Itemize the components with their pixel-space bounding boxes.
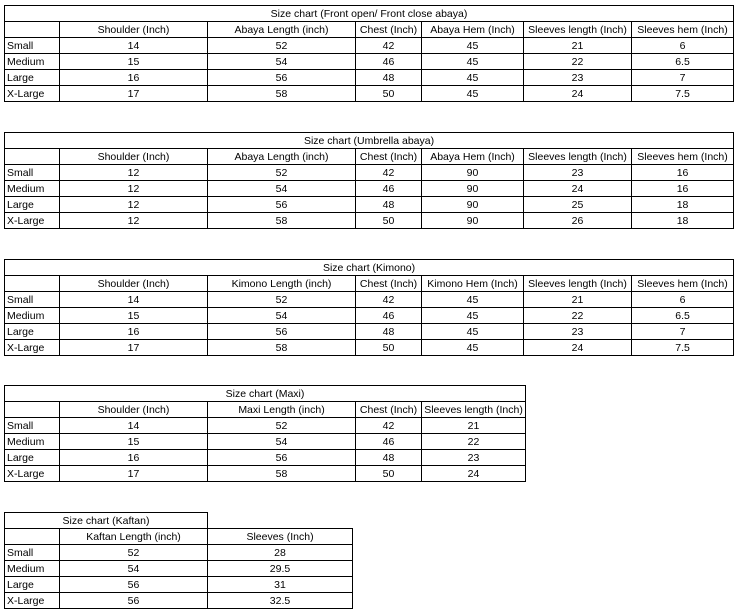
table-cell: 22 [524,308,632,324]
header-cell: Abaya Length (inch) [208,149,356,165]
table-cell: 21 [524,292,632,308]
table-title: Size chart (Kaftan) [5,513,208,529]
size-label: Large [5,450,60,466]
header-cell: Shoulder (Inch) [60,402,208,418]
table-cell: 58 [208,466,356,482]
table-cell: 12 [60,165,208,181]
size-label: X-Large [5,593,60,609]
table-cell: 24 [524,86,632,102]
header-cell: Sleeves (Inch) [208,529,353,545]
table-cell: 15 [60,54,208,70]
table-cell: 22 [422,434,526,450]
size-label: Medium [5,561,60,577]
table-cell: 54 [60,561,208,577]
table-cell: 21 [422,418,526,434]
table-cell: 42 [356,38,422,54]
header-cell [5,22,60,38]
table-cell: 45 [422,308,524,324]
size-label: Medium [5,434,60,450]
header-cell [5,149,60,165]
table-cell: 45 [422,54,524,70]
table-cell: 31 [208,577,353,593]
table-cell: 17 [60,86,208,102]
table-row [5,38,734,54]
header-cell: Kimono Hem (Inch) [422,276,524,292]
size-chart-kimono [4,259,734,356]
header-cell: Kaftan Length (inch) [60,529,208,545]
table-cell: 16 [60,324,208,340]
header-cell: Abaya Hem (Inch) [422,149,524,165]
size-label: X-Large [5,213,60,229]
table-row [5,324,734,340]
table-cell: 90 [422,197,524,213]
header-cell: Sleeves length (Inch) [524,276,632,292]
table-row [5,165,734,181]
table-cell: 15 [60,308,208,324]
table-cell: 48 [356,450,422,466]
table-cell: 16 [632,181,734,197]
size-label: Medium [5,308,60,324]
table-cell: 46 [356,181,422,197]
size-label: Large [5,197,60,213]
table-row [5,70,734,86]
size-label: Medium [5,54,60,70]
size-label: Large [5,70,60,86]
header-cell: Kimono Length (inch) [208,276,356,292]
table-cell: 26 [524,213,632,229]
size-label: Large [5,577,60,593]
table-cell: 23 [422,450,526,466]
table-row [5,466,526,482]
table-cell: 23 [524,165,632,181]
header-cell: Shoulder (Inch) [60,276,208,292]
table-cell: 56 [60,593,208,609]
header-cell: Shoulder (Inch) [60,149,208,165]
table-cell: 56 [208,324,356,340]
header-cell: Sleeves length (Inch) [422,402,526,418]
table-title: Size chart (Maxi) [5,386,526,402]
size-label: X-Large [5,466,60,482]
table-cell: 54 [208,308,356,324]
table-cell: 48 [356,324,422,340]
table-cell: 46 [356,308,422,324]
size-chart-front-open-abaya [4,5,734,102]
table-cell: 6.5 [632,308,734,324]
table-cell: 52 [60,545,208,561]
table-cell: 17 [60,340,208,356]
size-label: Small [5,292,60,308]
table-cell: 7 [632,70,734,86]
header-cell: Abaya Length (inch) [208,22,356,38]
table-cell: 58 [208,86,356,102]
table-cell: 56 [208,197,356,213]
header-cell: Chest (Inch) [356,22,422,38]
table-cell: 54 [208,54,356,70]
table-row [5,450,526,466]
table-cell: 52 [208,165,356,181]
table-cell: 17 [60,466,208,482]
header-cell [5,402,60,418]
table-cell: 50 [356,213,422,229]
table-row [5,181,734,197]
table-title: Size chart (Umbrella abaya) [5,133,734,149]
table-cell: 7 [632,324,734,340]
size-label: Small [5,418,60,434]
table-cell: 45 [422,340,524,356]
table-cell: 16 [60,70,208,86]
table-cell: 16 [60,450,208,466]
header-cell: Sleeves length (Inch) [524,22,632,38]
table-cell: 29.5 [208,561,353,577]
table-cell: 90 [422,213,524,229]
header-row [5,22,734,38]
header-row [5,276,734,292]
table-cell: 50 [356,466,422,482]
table-cell: 58 [208,213,356,229]
table-row [5,197,734,213]
table-cell: 45 [422,292,524,308]
table-cell: 45 [422,324,524,340]
table-cell: 24 [524,340,632,356]
table-cell: 46 [356,54,422,70]
table-cell: 6 [632,292,734,308]
size-label: X-Large [5,86,60,102]
table-row [5,54,734,70]
table-cell: 24 [524,181,632,197]
size-chart-umbrella-abaya [4,132,734,229]
header-row [5,402,526,418]
header-cell: Sleeves length (Inch) [524,149,632,165]
table-cell: 14 [60,418,208,434]
header-cell: Shoulder (Inch) [60,22,208,38]
table-row [5,340,734,356]
table-cell: 56 [60,577,208,593]
size-chart-maxi [4,385,526,482]
table-cell: 46 [356,434,422,450]
header-cell: Chest (Inch) [356,276,422,292]
size-chart-kaftan [4,512,353,609]
table-cell: 14 [60,292,208,308]
table-cell: 42 [356,292,422,308]
table-cell: 7.5 [632,340,734,356]
table-cell: 50 [356,340,422,356]
table-title: Size chart (Kimono) [5,260,734,276]
table-cell: 42 [356,165,422,181]
size-label: Small [5,165,60,181]
table-cell: 54 [208,434,356,450]
table-cell: 45 [422,38,524,54]
table-cell: 18 [632,197,734,213]
table-cell: 23 [524,324,632,340]
header-cell [5,529,60,545]
table-cell: 90 [422,165,524,181]
header-cell: Maxi Length (inch) [208,402,356,418]
table-cell: 45 [422,86,524,102]
table-cell: 14 [60,38,208,54]
size-label: Medium [5,181,60,197]
table-cell: 6.5 [632,54,734,70]
table-cell: 52 [208,292,356,308]
table-row [5,434,526,450]
table-title: Size chart (Front open/ Front close abaya) [5,6,734,22]
size-label: X-Large [5,340,60,356]
size-label: Small [5,38,60,54]
table-cell: 12 [60,181,208,197]
table-cell: 56 [208,70,356,86]
size-label: Small [5,545,60,561]
table-row [5,593,353,609]
header-row [5,529,353,545]
table-cell: 28 [208,545,353,561]
table-cell: 7.5 [632,86,734,102]
table-row [5,545,353,561]
header-cell: Sleeves hem (Inch) [632,149,734,165]
table-cell: 56 [208,450,356,466]
table-row [5,418,526,434]
table-cell: 24 [422,466,526,482]
size-label: Large [5,324,60,340]
table-row [5,292,734,308]
table-cell: 48 [356,70,422,86]
header-cell [5,276,60,292]
table-cell: 42 [356,418,422,434]
table-row [5,213,734,229]
table-cell: 52 [208,418,356,434]
table-cell: 45 [422,70,524,86]
header-row [5,149,734,165]
table-cell: 48 [356,197,422,213]
table-row [5,86,734,102]
header-cell: Sleeves hem (Inch) [632,276,734,292]
table-cell: 25 [524,197,632,213]
table-cell: 52 [208,38,356,54]
empty-cell [208,513,353,529]
table-cell: 16 [632,165,734,181]
table-cell: 54 [208,181,356,197]
table-row [5,308,734,324]
table-row [5,561,353,577]
table-cell: 90 [422,181,524,197]
header-cell: Sleeves hem (Inch) [632,22,734,38]
table-cell: 23 [524,70,632,86]
table-cell: 18 [632,213,734,229]
table-cell: 58 [208,340,356,356]
header-cell: Chest (Inch) [356,149,422,165]
table-cell: 12 [60,213,208,229]
table-cell: 32.5 [208,593,353,609]
table-row [5,577,353,593]
header-cell: Abaya Hem (Inch) [422,22,524,38]
table-cell: 6 [632,38,734,54]
table-cell: 21 [524,38,632,54]
table-cell: 50 [356,86,422,102]
table-cell: 22 [524,54,632,70]
header-cell: Chest (Inch) [356,402,422,418]
table-cell: 12 [60,197,208,213]
table-cell: 15 [60,434,208,450]
